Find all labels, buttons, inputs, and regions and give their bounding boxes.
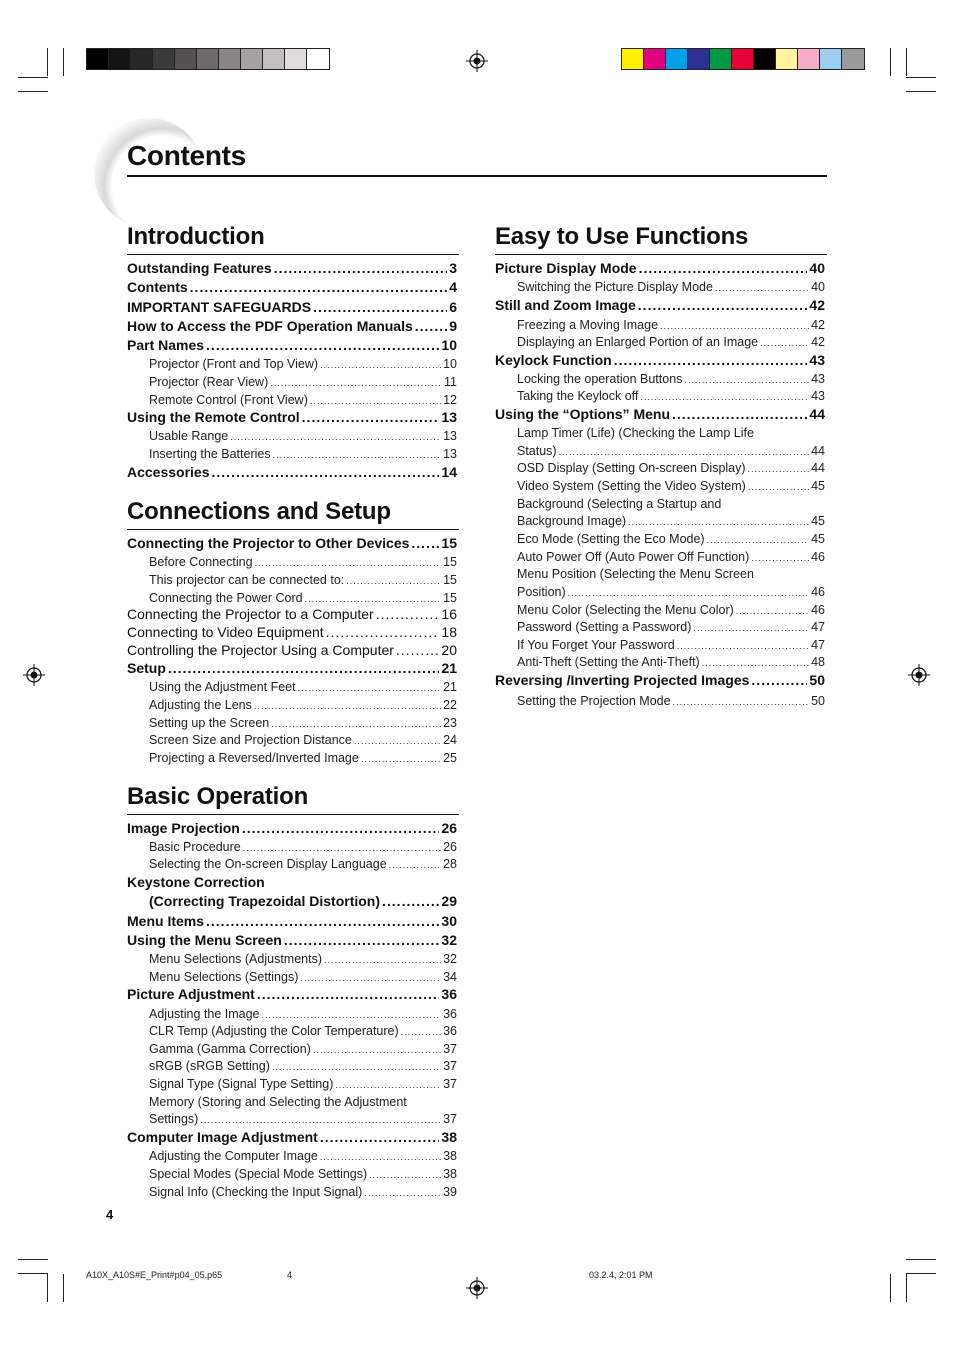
toc-entry-title: Password (Setting a Password) bbox=[517, 620, 692, 634]
color-swatch bbox=[644, 49, 666, 69]
toc-entry-title: Usable Range bbox=[149, 429, 229, 443]
title-rule bbox=[127, 175, 827, 177]
toc-entry-page: 26 bbox=[441, 820, 457, 836]
toc-entry-title: Menu Color (Selecting the Menu Color) bbox=[517, 603, 734, 617]
toc-entry-title: CLR Temp (Adjusting the Color Temperature) bbox=[149, 1024, 399, 1038]
toc-entry-page: 37 bbox=[443, 1112, 457, 1126]
toc-entry[interactable] bbox=[149, 1147, 457, 1166]
toc-entry-page: 38 bbox=[443, 1149, 457, 1163]
toc-leader-dots bbox=[254, 697, 441, 715]
toc-entry-title: Menu Selections (Adjustments) bbox=[149, 952, 322, 966]
toc-entry-title: Accessories bbox=[127, 464, 210, 480]
toc-entry-title: Screen Size and Projection Distance bbox=[149, 733, 352, 747]
toc-leader-dots bbox=[702, 654, 809, 672]
toc-entry[interactable] bbox=[149, 1183, 457, 1202]
section-heading-easy-functions: Easy to Use Functions bbox=[495, 223, 749, 250]
color-swatch bbox=[622, 49, 644, 69]
toc-entry-title: (Correcting Trapezoidal Distortion) bbox=[149, 893, 381, 909]
color-swatch bbox=[131, 49, 153, 69]
color-swatch bbox=[754, 49, 776, 69]
toc-entry[interactable] bbox=[517, 653, 825, 672]
toc-leader-dots bbox=[614, 351, 808, 369]
toc-entry-title: Picture Adjustment bbox=[127, 986, 255, 1002]
toc-leader-dots bbox=[748, 460, 810, 478]
toc-entry[interactable] bbox=[149, 571, 457, 590]
toc-entry-page: 47 bbox=[811, 620, 825, 634]
section-rule bbox=[127, 529, 459, 530]
toc-entry-page: 47 bbox=[811, 638, 825, 652]
toc-entry[interactable] bbox=[127, 623, 457, 641]
toc-entry-page: 9 bbox=[449, 318, 457, 334]
toc-entry-page: 15 bbox=[441, 535, 457, 551]
toc-entry-title: Computer Image Adjustment bbox=[127, 1129, 318, 1145]
section-rule bbox=[495, 254, 827, 255]
toc-leader-dots bbox=[326, 623, 440, 641]
toc-leader-dots bbox=[335, 1076, 441, 1094]
toc-entry-page: 3 bbox=[449, 260, 457, 276]
toc-entry-page: 15 bbox=[443, 573, 457, 587]
section-rule bbox=[127, 814, 459, 815]
toc-entry-page: 24 bbox=[443, 733, 457, 747]
toc-leader-dots bbox=[411, 534, 439, 552]
toc-leader-dots bbox=[324, 951, 441, 969]
color-swatch bbox=[241, 49, 263, 69]
toc-entry[interactable] bbox=[517, 583, 825, 602]
toc-leader-dots bbox=[760, 334, 809, 352]
section-heading-introduction: Introduction bbox=[127, 223, 265, 250]
footer-filename: A10X_A10S#E_Print#p04_05.p65 bbox=[86, 1270, 223, 1280]
toc-entry[interactable] bbox=[517, 495, 825, 513]
toc-entry-page: 37 bbox=[443, 1059, 457, 1073]
toc-entry[interactable] bbox=[517, 387, 825, 406]
toc-entry-page: 21 bbox=[441, 660, 457, 676]
toc-entry[interactable] bbox=[495, 351, 825, 369]
toc-entry-page: 43 bbox=[809, 352, 825, 368]
section-heading-basic-operation: Basic Operation bbox=[127, 783, 309, 810]
toc-entry-page: 32 bbox=[441, 932, 457, 948]
toc-leader-dots bbox=[639, 259, 808, 277]
toc-entry-title: Freezing a Moving Image bbox=[517, 318, 659, 332]
toc-entry-page: 50 bbox=[809, 672, 825, 688]
toc-entry-page: 13 bbox=[443, 447, 457, 461]
toc-entry-title: Eco Mode (Setting the Eco Mode) bbox=[517, 532, 705, 546]
toc-entry-title: Inserting the Batteries bbox=[149, 447, 271, 461]
toc-entry-title: Connecting the Projector to Other Devices bbox=[127, 535, 410, 551]
toc-entry[interactable] bbox=[127, 317, 457, 335]
toc-entry[interactable] bbox=[149, 696, 457, 715]
toc-entry-page: 20 bbox=[441, 642, 457, 658]
toc-entry[interactable] bbox=[495, 259, 825, 277]
toc-entry-page: 38 bbox=[443, 1167, 457, 1181]
toc-leader-dots bbox=[415, 317, 447, 335]
toc-leader-dots bbox=[628, 513, 809, 531]
toc-entry[interactable] bbox=[127, 298, 457, 316]
toc-entry-page: 25 bbox=[443, 751, 457, 765]
toc-entry-title: Projecting a Reversed/Inverted Image bbox=[149, 751, 359, 765]
toc-entry-page: 37 bbox=[443, 1077, 457, 1091]
toc-entry-title: Contents bbox=[127, 279, 188, 295]
toc-leader-dots bbox=[693, 619, 809, 637]
toc-entry-page: 4 bbox=[449, 279, 457, 295]
toc-leader-dots bbox=[190, 278, 448, 296]
toc-entry-page: 39 bbox=[443, 1185, 457, 1199]
toc-entry-title: Locking the operation Buttons bbox=[517, 372, 683, 386]
toc-entry[interactable] bbox=[517, 692, 825, 711]
toc-entry-title: This projector can be connected to: bbox=[149, 573, 345, 587]
toc-entry[interactable] bbox=[517, 618, 825, 637]
footer-page: 4 bbox=[287, 1270, 293, 1280]
toc-entry-page: 42 bbox=[809, 297, 825, 313]
toc-entry[interactable] bbox=[149, 950, 457, 969]
toc-entry-title: OSD Display (Setting On-screen Display) bbox=[517, 461, 746, 475]
toc-entry-page: 40 bbox=[811, 280, 825, 294]
toc-leader-dots bbox=[361, 750, 441, 768]
toc-leader-dots bbox=[255, 554, 442, 572]
toc-entry[interactable] bbox=[517, 459, 825, 478]
color-swatch bbox=[776, 49, 798, 69]
toc-leader-dots bbox=[274, 259, 448, 277]
toc-leader-dots bbox=[376, 605, 440, 623]
page-title: Contents bbox=[127, 140, 246, 171]
toc-entry[interactable] bbox=[127, 463, 457, 481]
toc-entry-page: 14 bbox=[441, 464, 457, 480]
color-swatch bbox=[710, 49, 732, 69]
toc-entry-title: Remote Control (Front View) bbox=[149, 393, 308, 407]
toc-leader-dots bbox=[298, 679, 441, 697]
toc-entry[interactable] bbox=[127, 659, 457, 677]
toc-entry[interactable] bbox=[495, 671, 825, 689]
toc-entry-page: 45 bbox=[811, 532, 825, 546]
toc-leader-dots bbox=[673, 693, 810, 711]
toc-entry-title: Controlling the Projector Using a Computer bbox=[127, 642, 394, 658]
toc-entry[interactable] bbox=[127, 985, 457, 1003]
toc-entry-title: sRGB (sRGB Setting) bbox=[149, 1059, 270, 1073]
toc-entry-page: 34 bbox=[443, 970, 457, 984]
toc-leader-dots bbox=[320, 356, 441, 374]
toc-entry[interactable] bbox=[495, 296, 825, 314]
page-number: 4 bbox=[106, 1207, 114, 1222]
registration-mark-icon bbox=[466, 50, 488, 72]
toc-leader-dots bbox=[751, 671, 807, 689]
toc-entry-page: 42 bbox=[811, 335, 825, 349]
toc-entry-title: Signal Type (Signal Type Setting) bbox=[149, 1077, 334, 1091]
toc-entry-title: Background Image) bbox=[517, 514, 627, 528]
toc-entry-title: Outstanding Features bbox=[127, 260, 272, 276]
toc-leader-dots bbox=[640, 388, 809, 406]
color-swatch bbox=[666, 49, 688, 69]
toc-entry-page: 13 bbox=[441, 409, 457, 425]
toc-leader-dots bbox=[168, 659, 440, 677]
toc-leader-dots bbox=[346, 572, 441, 590]
toc-entry[interactable] bbox=[127, 1128, 457, 1146]
toc-entry-title: Keystone Correction bbox=[127, 874, 265, 890]
toc-leader-dots bbox=[206, 912, 439, 930]
toc-entry[interactable] bbox=[127, 912, 457, 930]
toc-entry[interactable] bbox=[517, 530, 825, 549]
footer-date: 03.2.4, 2:01 PM bbox=[589, 1270, 653, 1280]
toc-entry-title: Status) bbox=[517, 444, 557, 458]
toc-entry[interactable] bbox=[127, 605, 457, 623]
color-swatch bbox=[285, 49, 307, 69]
toc-entry-title: Displaying an Enlarged Portion of an Image bbox=[517, 335, 759, 349]
toc-leader-dots bbox=[313, 298, 447, 316]
toc-entry-page: 29 bbox=[441, 893, 457, 909]
toc-leader-dots bbox=[302, 408, 440, 426]
toc-entry[interactable] bbox=[149, 445, 457, 464]
toc-entry-title: IMPORTANT SAFEGUARDS bbox=[127, 299, 312, 315]
toc-entry[interactable] bbox=[517, 424, 825, 442]
toc-entry-page: 38 bbox=[441, 1129, 457, 1145]
toc-entry-title: Memory (Storing and Selecting the Adjustment bbox=[149, 1095, 407, 1109]
toc-leader-dots bbox=[230, 428, 441, 446]
toc-entry-title: Menu Items bbox=[127, 913, 205, 929]
process-color-bar bbox=[621, 48, 865, 70]
toc-entry[interactable] bbox=[127, 278, 457, 296]
toc-entry[interactable] bbox=[127, 641, 457, 659]
toc-entry[interactable] bbox=[149, 749, 457, 768]
toc-entry-page: 22 bbox=[443, 698, 457, 712]
toc-entry-page: 46 bbox=[811, 585, 825, 599]
toc-entry-title: Background (Selecting a Startup and bbox=[517, 497, 722, 511]
toc-leader-dots bbox=[715, 279, 809, 297]
toc-entry[interactable] bbox=[127, 408, 457, 426]
color-swatch bbox=[732, 49, 754, 69]
registration-mark-icon bbox=[23, 664, 45, 686]
toc-entry-page: 44 bbox=[811, 461, 825, 475]
toc-entry-page: 48 bbox=[811, 655, 825, 669]
toc-entry-title: Adjusting the Image bbox=[149, 1007, 260, 1021]
toc-leader-dots bbox=[212, 463, 440, 481]
color-swatch bbox=[87, 49, 109, 69]
toc-entry-title: Video System (Setting the Video System) bbox=[517, 479, 746, 493]
toc-entry[interactable] bbox=[127, 336, 457, 354]
toc-entry-page: 32 bbox=[443, 952, 457, 966]
toc-entry[interactable] bbox=[149, 373, 457, 392]
toc-leader-dots bbox=[320, 1148, 441, 1166]
toc-entry[interactable] bbox=[149, 355, 457, 374]
toc-entry-title: How to Access the PDF Operation Manuals bbox=[127, 318, 413, 334]
toc-entry[interactable] bbox=[149, 678, 457, 697]
toc-entry[interactable] bbox=[517, 565, 825, 583]
color-swatch bbox=[842, 49, 864, 69]
toc-entry[interactable] bbox=[517, 477, 825, 496]
toc-entry-page: 15 bbox=[443, 591, 457, 605]
toc-entry-page: 26 bbox=[443, 840, 457, 854]
toc-entry-title: Setting up the Screen bbox=[149, 716, 270, 730]
toc-entry-page: 12 bbox=[443, 393, 457, 407]
toc-entry-title: Adjusting the Computer Image bbox=[149, 1149, 318, 1163]
toc-leader-dots bbox=[242, 819, 440, 837]
toc-leader-dots bbox=[273, 446, 441, 464]
toc-leader-dots bbox=[200, 1111, 441, 1129]
toc-entry-title: Using the Remote Control bbox=[127, 409, 300, 425]
toc-leader-dots bbox=[257, 985, 440, 1003]
toc-leader-dots bbox=[638, 296, 808, 314]
toc-entry-title: Image Projection bbox=[127, 820, 240, 836]
toc-leader-dots bbox=[401, 1023, 441, 1041]
toc-entry-page: 30 bbox=[441, 913, 457, 929]
color-swatch bbox=[820, 49, 842, 69]
toc-entry-page: 37 bbox=[443, 1042, 457, 1056]
toc-entry-title: Still and Zoom Image bbox=[495, 297, 636, 313]
toc-entry-title: Menu Selections (Settings) bbox=[149, 970, 299, 984]
toc-entry-title: Picture Display Mode bbox=[495, 260, 637, 276]
toc-leader-dots bbox=[369, 1166, 441, 1184]
toc-entry-title: Setup bbox=[127, 660, 166, 676]
toc-entry-title: Position) bbox=[517, 585, 566, 599]
toc-entry-title: Anti-Theft (Setting the Anti-Theft) bbox=[517, 655, 700, 669]
section-rule bbox=[127, 254, 459, 255]
toc-entry[interactable] bbox=[127, 931, 457, 949]
toc-entry-page: 43 bbox=[811, 389, 825, 403]
toc-entry[interactable] bbox=[517, 333, 825, 352]
toc-entry-page: 43 bbox=[811, 372, 825, 386]
color-swatch bbox=[109, 49, 131, 69]
toc-entry-page: 23 bbox=[443, 716, 457, 730]
toc-entry-page: 42 bbox=[811, 318, 825, 332]
toc-entry[interactable] bbox=[127, 259, 457, 277]
toc-entry-title: Using the Adjustment Feet bbox=[149, 680, 296, 694]
toc-entry-title: Connecting to Video Equipment bbox=[127, 624, 324, 640]
toc-entry-title: Setting the Projection Mode bbox=[517, 694, 671, 708]
toc-entry-page: 21 bbox=[443, 680, 457, 694]
toc-entry-page: 11 bbox=[444, 375, 457, 389]
toc-entry-page: 6 bbox=[449, 299, 457, 315]
color-swatch bbox=[798, 49, 820, 69]
toc-entry-page: 10 bbox=[441, 337, 457, 353]
toc-entry-page: 50 bbox=[811, 694, 825, 708]
toc-leader-dots bbox=[272, 1058, 441, 1076]
toc-entry[interactable] bbox=[149, 1022, 457, 1041]
toc-entry-page: 28 bbox=[443, 857, 457, 871]
toc-entry-title: Reversing /Inverting Projected Images bbox=[495, 672, 750, 688]
toc-entry-page: 44 bbox=[811, 444, 825, 458]
toc-entry-page: 36 bbox=[443, 1024, 457, 1038]
toc-entry-title: Adjusting the Lens bbox=[149, 698, 252, 712]
toc-entry[interactable] bbox=[495, 405, 825, 423]
toc-leader-dots bbox=[270, 374, 442, 392]
toc-leader-dots bbox=[206, 336, 439, 354]
toc-entry[interactable] bbox=[517, 512, 825, 531]
toc-entry-title: Using the Menu Screen bbox=[127, 932, 282, 948]
toc-leader-dots bbox=[284, 931, 440, 949]
toc-leader-dots bbox=[707, 531, 809, 549]
toc-entry-page: 46 bbox=[811, 603, 825, 617]
toc-entry-page: 45 bbox=[811, 514, 825, 528]
toc-entry-title: Taking the Keylock off bbox=[517, 389, 639, 403]
toc-entry[interactable] bbox=[517, 278, 825, 297]
color-swatch bbox=[197, 49, 219, 69]
color-swatch bbox=[307, 49, 329, 69]
grayscale-color-bar bbox=[86, 48, 330, 70]
toc-entry-title: Keylock Function bbox=[495, 352, 612, 368]
toc-entry-title: Special Modes (Special Mode Settings) bbox=[149, 1167, 368, 1181]
toc-leader-dots bbox=[364, 1184, 441, 1202]
toc-entry-title: Connecting the Projector to a Computer bbox=[127, 606, 374, 622]
toc-entry-title: Projector (Rear View) bbox=[149, 375, 269, 389]
toc-entry-title: Part Names bbox=[127, 337, 205, 353]
toc-entry-page: 16 bbox=[441, 606, 457, 622]
toc-entry-title: Before Connecting bbox=[149, 555, 253, 569]
toc-entry-page: 13 bbox=[443, 429, 457, 443]
toc-entry-page: 15 bbox=[443, 555, 457, 569]
toc-entry-title: Gamma (Gamma Correction) bbox=[149, 1042, 311, 1056]
toc-entry-page: 46 bbox=[811, 550, 825, 564]
toc-leader-dots bbox=[396, 641, 440, 659]
toc-leader-dots bbox=[382, 892, 439, 910]
color-swatch bbox=[175, 49, 197, 69]
color-swatch bbox=[153, 49, 175, 69]
toc-entry[interactable] bbox=[149, 427, 457, 446]
toc-entry-title: Settings) bbox=[149, 1112, 199, 1126]
toc-entry-title: Menu Position (Selecting the Menu Screen bbox=[517, 567, 754, 581]
toc-entry[interactable] bbox=[127, 534, 457, 552]
color-swatch bbox=[688, 49, 710, 69]
toc-entry[interactable] bbox=[149, 892, 457, 910]
registration-mark-icon bbox=[908, 664, 930, 686]
toc-entry[interactable] bbox=[149, 1075, 457, 1094]
color-swatch bbox=[219, 49, 241, 69]
toc-entry-title: Selecting the On-screen Display Language bbox=[149, 857, 387, 871]
toc-entry-title: If You Forget Your Password bbox=[517, 638, 675, 652]
toc-entry-title: Signal Info (Checking the Input Signal) bbox=[149, 1185, 363, 1199]
toc-entry[interactable] bbox=[149, 1057, 457, 1076]
toc-entry-title: Using the “Options” Menu bbox=[495, 406, 670, 422]
toc-entry-page: 44 bbox=[809, 406, 825, 422]
toc-entry-page: 10 bbox=[443, 357, 457, 371]
registration-mark-icon bbox=[466, 1277, 488, 1299]
toc-entry-title: Switching the Picture Display Mode bbox=[517, 280, 713, 294]
toc-entry-page: 36 bbox=[441, 986, 457, 1002]
toc-leader-dots bbox=[389, 856, 441, 874]
toc-entry[interactable] bbox=[149, 1110, 457, 1129]
toc-entry[interactable] bbox=[149, 1093, 457, 1111]
toc-leader-dots bbox=[672, 405, 807, 423]
section-heading-connections: Connections and Setup bbox=[127, 498, 391, 525]
toc-entry[interactable] bbox=[149, 855, 457, 874]
color-swatch bbox=[263, 49, 285, 69]
toc-leader-dots bbox=[320, 1128, 440, 1146]
toc-entry[interactable] bbox=[149, 553, 457, 572]
toc-entry-page: 40 bbox=[809, 260, 825, 276]
toc-entry-page: 36 bbox=[443, 1007, 457, 1021]
toc-entry-title: Projector (Front and Top View) bbox=[149, 357, 319, 371]
toc-leader-dots bbox=[568, 584, 809, 602]
toc-leader-dots bbox=[748, 478, 809, 496]
toc-entry-title: Connecting the Power Cord bbox=[149, 591, 303, 605]
toc-entry[interactable] bbox=[127, 819, 457, 837]
toc-entry-page: 18 bbox=[441, 624, 457, 640]
toc-entry[interactable] bbox=[149, 731, 457, 750]
toc-entry-title: Lamp Timer (Life) (Checking the Lamp Life bbox=[517, 426, 754, 440]
toc-entry-title: Basic Procedure bbox=[149, 840, 241, 854]
toc-entry-title: Auto Power Off (Auto Power Off Function) bbox=[517, 550, 750, 564]
toc-leader-dots bbox=[354, 732, 441, 750]
toc-entry-page: 45 bbox=[811, 479, 825, 493]
toc-entry[interactable] bbox=[149, 1165, 457, 1184]
toc-entry[interactable] bbox=[127, 873, 457, 891]
